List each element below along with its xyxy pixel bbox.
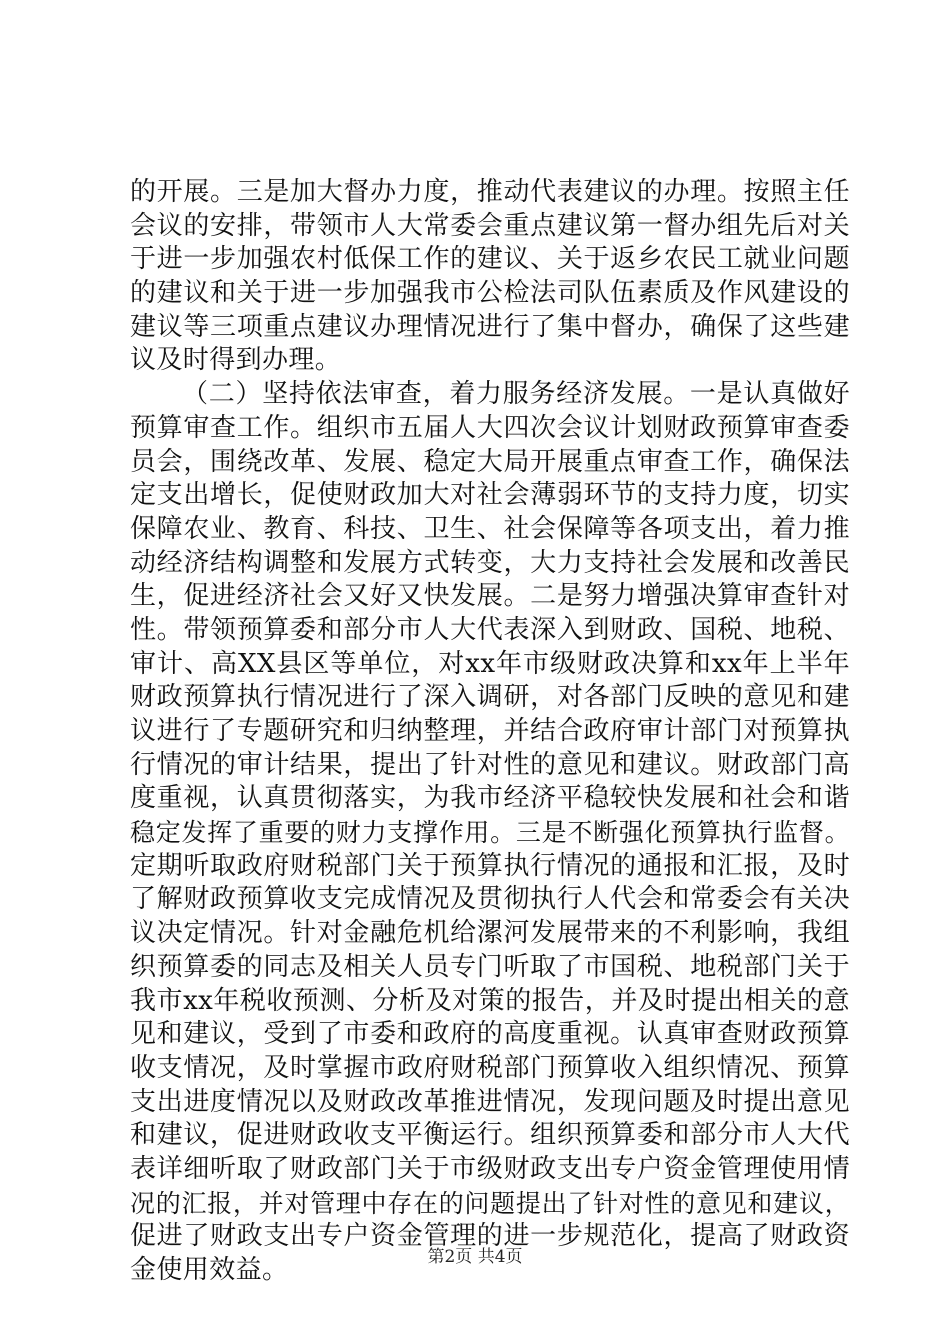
text-line: 表详细听取了财政部门关于市级财政支出专户资金管理使用情: [130, 1153, 850, 1184]
text-line: 于进一步加强农村低保工作的建议、关于返乡农民工就业问题: [130, 244, 850, 275]
text-line: 预算审查工作。组织市五届人大四次会议计划财政预算审查委: [130, 412, 850, 443]
text-line: 议决定情况。针对金融危机给漯河发展带来的不利影响，我组: [130, 918, 850, 949]
text-line: 建议等三项重点建议办理情况进行了集中督办，确保了这些建: [130, 311, 850, 342]
text-line: 员会，围绕改革、发展、稳定大局开展重点审查工作，确保法: [130, 446, 850, 477]
text-line: 定支出增长，促使财政加大对社会薄弱环节的支持力度，切实: [130, 480, 850, 511]
text-line: 的开展。三是加大督办力度，推动代表建议的办理。按照主任: [130, 177, 850, 207]
text-line: 我市xx年税收预测、分析及对策的报告，并及时提出相关的意: [130, 985, 850, 1016]
text-line: 定期听取政府财税部门关于预算执行情况的通报和汇报，及时: [130, 850, 850, 881]
text-line: 议及时得到办理。: [130, 345, 342, 376]
text-line: 度重视，认真贯彻落实，为我市经济平稳较快发展和社会和谐: [130, 783, 850, 814]
text-line: 议进行了专题研究和归纳整理，并结合政府审计部门对预算执: [130, 716, 850, 746]
text-line: 性。带领预算委和部分市人大代表深入到财政、国税、地税、: [130, 614, 850, 645]
text-line: 见和建议，受到了市委和政府的高度重视。认真审查财政预算: [130, 1019, 850, 1050]
text-line: 稳定发挥了重要的财力支撑作用。三是不断强化预算执行监督。: [130, 818, 850, 848]
text-line: 行情况的审计结果，提出了针对性的意见和建议。财政部门高: [130, 749, 850, 780]
text-line: 的建议和关于进一步加强我市公检法司队伍素质及作风建设的: [130, 278, 850, 309]
paragraph-first-line: （二）坚持依法审查，着力服务经济发展。一是认真做好: [182, 379, 850, 410]
text-line: 了解财政预算收支完成情况及贯彻执行人代会和常委会有关决: [130, 884, 850, 915]
text-line: 审计、高XX县区等单位，对xx年市级财政决算和xx年上半年: [130, 648, 850, 679]
page-number-footer: 第2页 共4页: [427, 1247, 523, 1267]
text-line: 动经济结构调整和发展方式转变，大力支持社会发展和改善民: [130, 547, 850, 578]
text-line: 生，促进经济社会又好又快发展。二是努力增强决算审查针对: [130, 581, 850, 612]
text-line: 金使用效益。: [130, 1255, 289, 1285]
text-line: 财政预算执行情况进行了深入调研，对各部门反映的意见和建: [130, 682, 850, 713]
text-line: 况的汇报，并对管理中存在的问题提出了针对性的意见和建议，: [130, 1188, 850, 1218]
text-line: 和建议，促进财政收支平衡运行。组织预算委和部分市人大代: [130, 1120, 850, 1151]
text-line: 收支情况，及时掌握市政府财税部门预算收入组织情况、预算: [130, 1052, 850, 1083]
document-body: [130, 176, 850, 1288]
text-line: 保障农业、教育、科技、卫生、社会保障等各项支出，着力推: [130, 513, 850, 544]
text-line: 促进了财政支出专户资金管理的进一步规范化，提高了财政资: [130, 1221, 850, 1252]
text-line: 会议的安排，带领市人大常委会重点建议第一督办组先后对关: [130, 210, 850, 241]
text-line: 支出进度情况以及财政改革推进情况，发现问题及时提出意见: [130, 1086, 850, 1117]
text-line: 织预算委的同志及相关人员专门听取了市国税、地税部门关于: [130, 951, 850, 982]
